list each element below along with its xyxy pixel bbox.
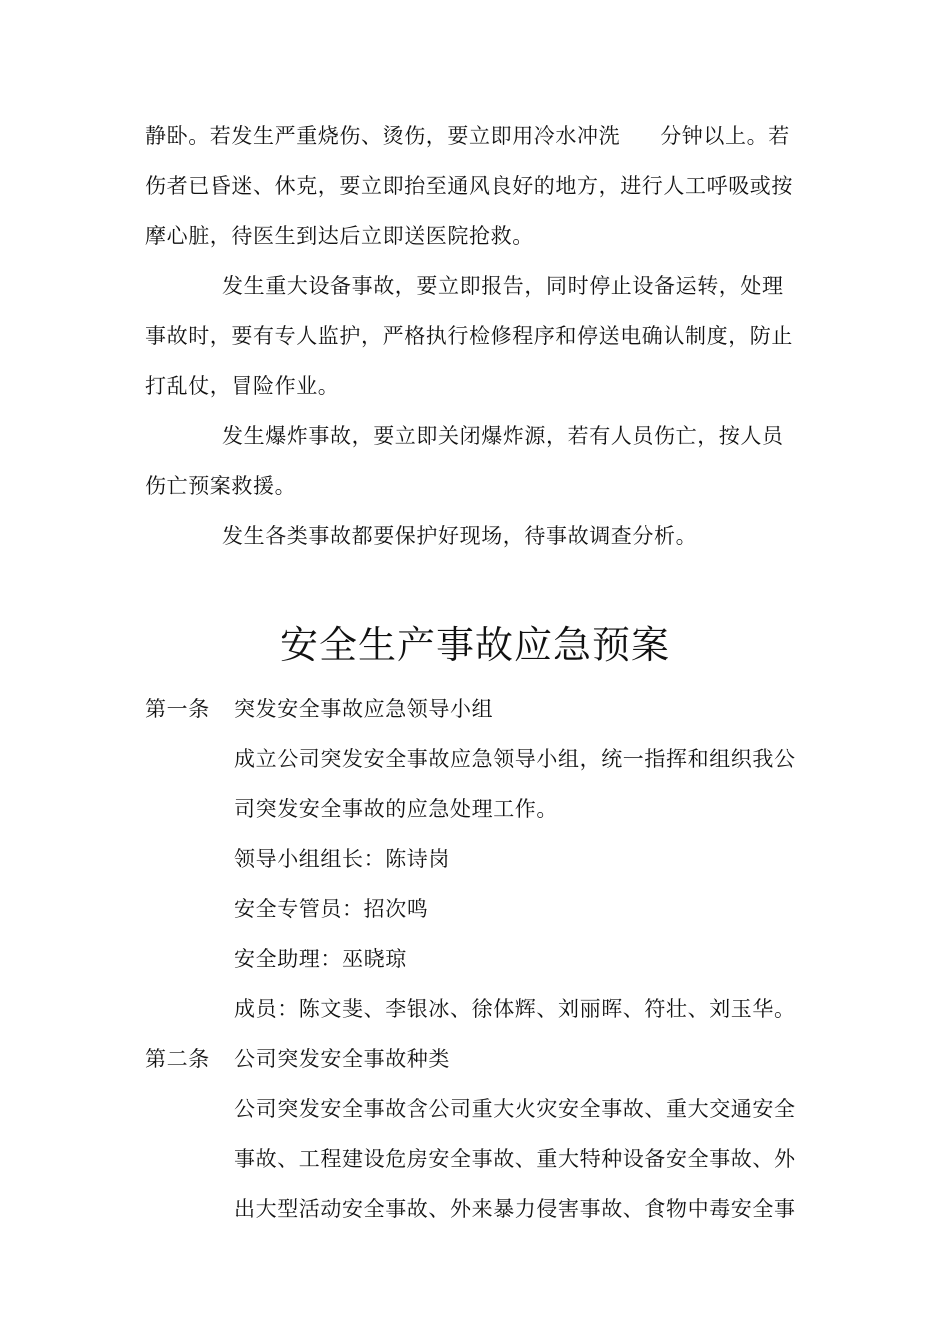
paragraph-line [145, 123, 790, 149]
article-number: 第一条 [145, 697, 210, 721]
paragraph-line: 公司突发安全事故含公司重大火灾安全事故、重大交通安全 [234, 1097, 796, 1121]
paragraph-line: 事故时，要有专人监护，严格执行检修程序和停送电确认制度，防止 [145, 324, 793, 348]
article-heading [145, 696, 493, 722]
section-title: 安全生产事故应急预案 [279, 623, 670, 667]
paragraph-line: 出大型活动安全事故、外来暴力侵害事故、食物中毒安全事 [234, 1197, 796, 1221]
safety-assistant-line: 安全助理：巫晓琼 [234, 947, 407, 971]
paragraph-line: 发生爆炸事故，要立即关闭爆炸源，若有人员伤亡，按人员 [222, 424, 784, 448]
paragraph-line: 司突发安全事故的应急处理工作。 [234, 797, 558, 821]
paragraph-line: 摩心脏，待医生到达后立即送医院抢救。 [145, 224, 534, 248]
article-title: 公司突发安全事故种类 [234, 1047, 450, 1071]
members-line: 成员：陈文斐、李银冰、徐体辉、刘丽晖、符壮、刘玉华。 [234, 997, 796, 1021]
paragraph-line: 事故、工程建设危房安全事故、重大特种设备安全事故、外 [234, 1147, 796, 1171]
paragraph-line: 成立公司突发安全事故应急领导小组，统一指挥和组织我公 [234, 747, 796, 771]
leader-line: 领导小组组长：陈诗岗 [234, 847, 450, 871]
text-fragment: 分钟以上。若 [660, 124, 790, 148]
article-number: 第二条 [145, 1047, 210, 1071]
article-heading [145, 1046, 450, 1072]
paragraph-line: 发生重大设备事故，要立即报告，同时停止设备运转，处理 [222, 274, 784, 298]
paragraph-line: 伤亡预案救援。 [145, 474, 297, 498]
paragraph-line: 发生各类事故都要保护好现场，待事故调查分析。 [222, 524, 698, 548]
paragraph-line: 打乱仗，冒险作业。 [145, 374, 340, 398]
safety-manager-line: 安全专管员：招次鸣 [234, 897, 429, 921]
paragraph-line: 伤者已昏迷、休克，要立即抬至通风良好的地方，进行人工呼吸或按 [145, 174, 793, 198]
text-fragment: 静卧。若发生严重烧伤、烫伤，要立即用冷水冲洗 [145, 124, 621, 148]
article-title: 突发安全事故应急领导小组 [234, 697, 494, 721]
